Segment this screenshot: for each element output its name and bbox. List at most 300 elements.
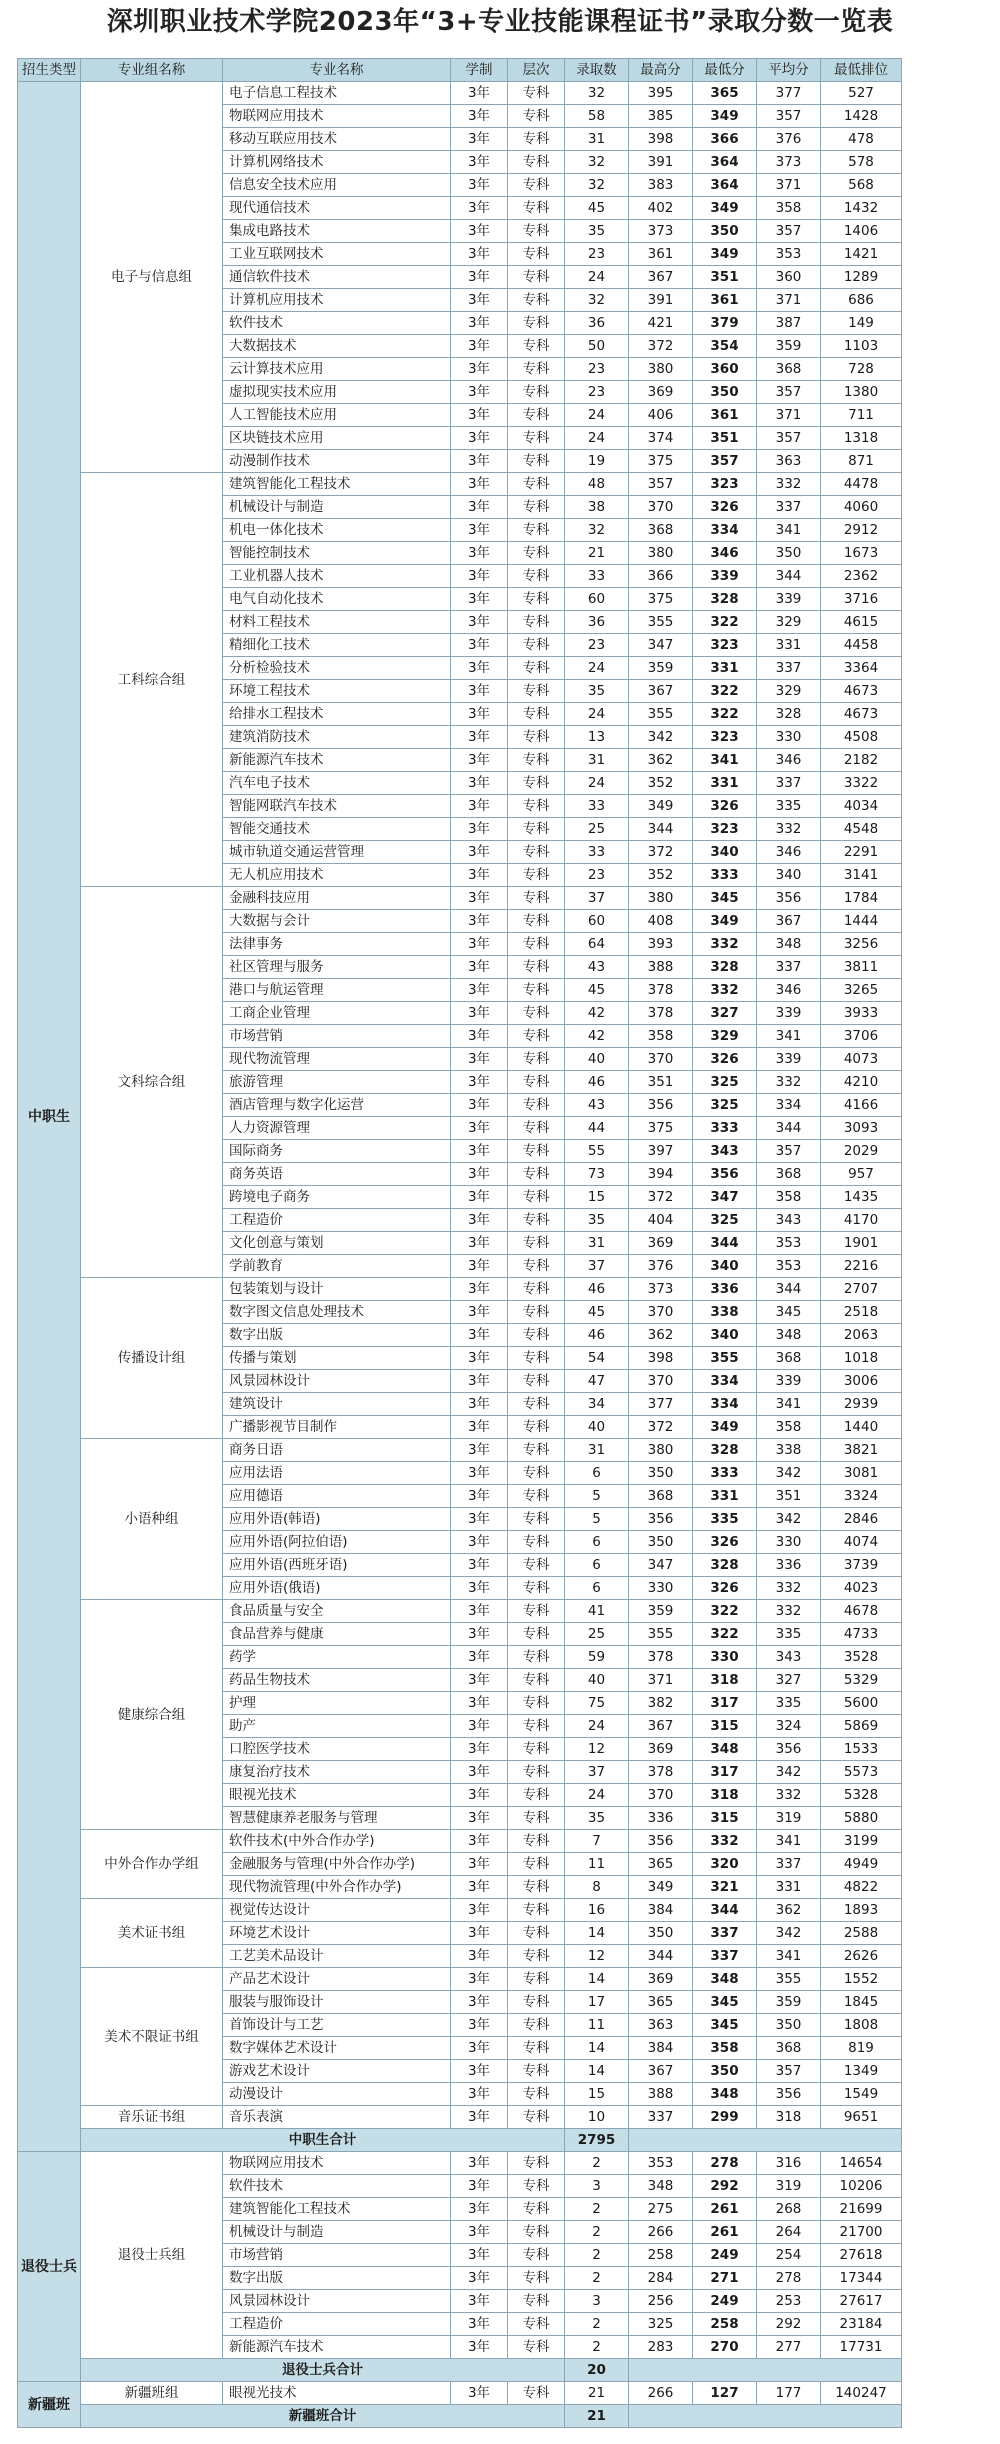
min-score-cell: 271 <box>693 2267 757 2290</box>
max-score-cell: 382 <box>629 1692 693 1715</box>
level-cell: 专科 <box>508 335 565 358</box>
duration-cell: 3年 <box>451 1577 508 1600</box>
admitted-cell: 24 <box>565 266 629 289</box>
admission-score-table <box>17 58 902 2428</box>
duration-cell: 3年 <box>451 381 508 404</box>
admitted-cell: 21 <box>565 542 629 565</box>
major-name-cell: 视觉传达设计 <box>223 1899 451 1922</box>
level-cell: 专科 <box>508 174 565 197</box>
level-cell: 专科 <box>508 588 565 611</box>
level-cell: 专科 <box>508 1025 565 1048</box>
level-cell: 专科 <box>508 1991 565 2014</box>
major-name-cell: 建筑智能化工程技术 <box>223 2198 451 2221</box>
min-rank-cell: 2182 <box>821 749 902 772</box>
duration-cell: 3年 <box>451 427 508 450</box>
min-score-cell: 323 <box>693 473 757 496</box>
avg-score-cell: 332 <box>757 1784 821 1807</box>
level-cell: 专科 <box>508 1370 565 1393</box>
duration-cell: 3年 <box>451 841 508 864</box>
max-score-cell: 384 <box>629 2037 693 2060</box>
min-rank-cell: 1784 <box>821 887 902 910</box>
min-score-cell: 326 <box>693 795 757 818</box>
major-name-cell: 风景园林设计 <box>223 1370 451 1393</box>
major-name-cell: 工程造价 <box>223 1209 451 1232</box>
avg-score-cell: 344 <box>757 1278 821 1301</box>
admitted-cell: 23 <box>565 243 629 266</box>
max-score-cell: 351 <box>629 1071 693 1094</box>
admitted-cell: 23 <box>565 358 629 381</box>
group-name-cell: 电子与信息组 <box>81 82 223 473</box>
group-name-cell: 文科综合组 <box>81 887 223 1278</box>
max-score-cell: 368 <box>629 1485 693 1508</box>
avg-score-cell: 348 <box>757 933 821 956</box>
header-group-name: 专业组名称 <box>81 59 223 82</box>
admitted-cell: 42 <box>565 1002 629 1025</box>
admitted-cell: 60 <box>565 588 629 611</box>
min-rank-cell: 1318 <box>821 427 902 450</box>
avg-score-cell: 268 <box>757 2198 821 2221</box>
avg-score-cell: 340 <box>757 864 821 887</box>
min-rank-cell: 9651 <box>821 2106 902 2129</box>
max-score-cell: 348 <box>629 2175 693 2198</box>
level-cell: 专科 <box>508 680 565 703</box>
duration-cell: 3年 <box>451 1094 508 1117</box>
major-name-cell: 电子信息工程技术 <box>223 82 451 105</box>
level-cell: 专科 <box>508 1600 565 1623</box>
max-score-cell: 380 <box>629 358 693 381</box>
major-name-cell: 智能网联汽车技术 <box>223 795 451 818</box>
admitted-cell: 5 <box>565 1485 629 1508</box>
admitted-cell: 73 <box>565 1163 629 1186</box>
major-name-cell: 护理 <box>223 1692 451 1715</box>
table-row <box>18 1830 902 1853</box>
min-rank-cell: 3256 <box>821 933 902 956</box>
major-name-cell: 酒店管理与数字化运营 <box>223 1094 451 1117</box>
avg-score-cell: 345 <box>757 1301 821 1324</box>
level-cell: 专科 <box>508 220 565 243</box>
min-rank-cell: 3093 <box>821 1117 902 1140</box>
min-score-cell: 326 <box>693 1577 757 1600</box>
min-score-cell: 350 <box>693 220 757 243</box>
level-cell: 专科 <box>508 450 565 473</box>
max-score-cell: 363 <box>629 2014 693 2037</box>
avg-score-cell: 376 <box>757 128 821 151</box>
max-score-cell: 357 <box>629 473 693 496</box>
min-score-cell: 350 <box>693 2060 757 2083</box>
duration-cell: 3年 <box>451 910 508 933</box>
min-score-cell: 349 <box>693 910 757 933</box>
duration-cell: 3年 <box>451 1393 508 1416</box>
max-score-cell: 275 <box>629 2198 693 2221</box>
max-score-cell: 376 <box>629 1255 693 1278</box>
major-name-cell: 智能交通技术 <box>223 818 451 841</box>
min-rank-cell: 10206 <box>821 2175 902 2198</box>
level-cell: 专科 <box>508 979 565 1002</box>
major-name-cell: 商务日语 <box>223 1439 451 1462</box>
min-score-cell: 349 <box>693 197 757 220</box>
group-name-cell: 美术不限证书组 <box>81 1968 223 2106</box>
level-cell: 专科 <box>508 1186 565 1209</box>
admitted-cell: 11 <box>565 2014 629 2037</box>
avg-score-cell: 278 <box>757 2267 821 2290</box>
min-score-cell: 321 <box>693 1876 757 1899</box>
min-rank-cell: 1893 <box>821 1899 902 1922</box>
admitted-cell: 13 <box>565 726 629 749</box>
avg-score-cell: 332 <box>757 473 821 496</box>
admitted-cell: 33 <box>565 841 629 864</box>
admitted-cell: 12 <box>565 1738 629 1761</box>
admitted-cell: 42 <box>565 1025 629 1048</box>
admitted-cell: 24 <box>565 703 629 726</box>
duration-cell: 3年 <box>451 335 508 358</box>
subtotal-row <box>18 2129 902 2152</box>
major-name-cell: 新能源汽车技术 <box>223 749 451 772</box>
max-score-cell: 352 <box>629 772 693 795</box>
min-score-cell: 315 <box>693 1807 757 1830</box>
admitted-cell: 25 <box>565 1623 629 1646</box>
level-cell: 专科 <box>508 2037 565 2060</box>
min-rank-cell: 3265 <box>821 979 902 1002</box>
min-rank-cell: 1432 <box>821 197 902 220</box>
max-score-cell: 378 <box>629 1761 693 1784</box>
avg-score-cell: 329 <box>757 680 821 703</box>
duration-cell: 3年 <box>451 2221 508 2244</box>
admitted-cell: 2 <box>565 2221 629 2244</box>
level-cell: 专科 <box>508 243 565 266</box>
min-score-cell: 340 <box>693 1324 757 1347</box>
admitted-cell: 19 <box>565 450 629 473</box>
duration-cell: 3年 <box>451 1738 508 1761</box>
min-rank-cell: 3324 <box>821 1485 902 1508</box>
min-rank-cell: 5600 <box>821 1692 902 1715</box>
duration-cell: 3年 <box>451 1048 508 1071</box>
avg-score-cell: 341 <box>757 1830 821 1853</box>
admitted-cell: 60 <box>565 910 629 933</box>
avg-score-cell: 335 <box>757 1692 821 1715</box>
admitted-cell: 6 <box>565 1577 629 1600</box>
admitted-cell: 3 <box>565 2175 629 2198</box>
level-cell: 专科 <box>508 1715 565 1738</box>
min-rank-cell: 149 <box>821 312 902 335</box>
duration-cell: 3年 <box>451 1531 508 1554</box>
admitted-cell: 37 <box>565 887 629 910</box>
duration-cell: 3年 <box>451 1117 508 1140</box>
min-score-cell: 336 <box>693 1278 757 1301</box>
max-score-cell: 356 <box>629 1830 693 1853</box>
major-name-cell: 应用外语(阿拉伯语) <box>223 1531 451 1554</box>
min-score-cell: 325 <box>693 1094 757 1117</box>
min-rank-cell: 4073 <box>821 1048 902 1071</box>
min-rank-cell: 4673 <box>821 680 902 703</box>
level-cell: 专科 <box>508 2014 565 2037</box>
duration-cell: 3年 <box>451 151 508 174</box>
level-cell: 专科 <box>508 1163 565 1186</box>
admitted-cell: 6 <box>565 1462 629 1485</box>
min-rank-cell: 4822 <box>821 1876 902 1899</box>
major-name-cell: 数字出版 <box>223 1324 451 1347</box>
avg-score-cell: 328 <box>757 703 821 726</box>
min-score-cell: 261 <box>693 2198 757 2221</box>
min-rank-cell: 3322 <box>821 772 902 795</box>
major-name-cell: 环境艺术设计 <box>223 1922 451 1945</box>
duration-cell: 3年 <box>451 1692 508 1715</box>
admitted-cell: 12 <box>565 1945 629 1968</box>
avg-score-cell: 342 <box>757 1761 821 1784</box>
admitted-cell: 44 <box>565 1117 629 1140</box>
level-cell: 专科 <box>508 565 565 588</box>
major-name-cell: 数字出版 <box>223 2267 451 2290</box>
min-score-cell: 328 <box>693 588 757 611</box>
avg-score-cell: 356 <box>757 1738 821 1761</box>
max-score-cell: 365 <box>629 1853 693 1876</box>
avg-score-cell: 353 <box>757 243 821 266</box>
max-score-cell: 402 <box>629 197 693 220</box>
max-score-cell: 373 <box>629 220 693 243</box>
subtotal-label: 新疆班合计 <box>81 2405 565 2428</box>
max-score-cell: 404 <box>629 1209 693 1232</box>
level-cell: 专科 <box>508 1623 565 1646</box>
min-rank-cell: 4210 <box>821 1071 902 1094</box>
max-score-cell: 370 <box>629 1784 693 1807</box>
duration-cell: 3年 <box>451 588 508 611</box>
avg-score-cell: 337 <box>757 956 821 979</box>
enroll-type-cell: 中职生 <box>18 82 81 2152</box>
enroll-type-cell: 新疆班 <box>18 2382 81 2428</box>
max-score-cell: 398 <box>629 128 693 151</box>
admitted-cell: 35 <box>565 680 629 703</box>
max-score-cell: 380 <box>629 542 693 565</box>
major-name-cell: 社区管理与服务 <box>223 956 451 979</box>
admitted-cell: 32 <box>565 82 629 105</box>
avg-score-cell: 319 <box>757 1807 821 1830</box>
avg-score-cell: 357 <box>757 427 821 450</box>
min-score-cell: 341 <box>693 749 757 772</box>
major-name-cell: 应用外语(西班牙语) <box>223 1554 451 1577</box>
avg-score-cell: 373 <box>757 151 821 174</box>
min-rank-cell: 1440 <box>821 1416 902 1439</box>
min-score-cell: 348 <box>693 1968 757 1991</box>
max-score-cell: 356 <box>629 1508 693 1531</box>
min-score-cell: 331 <box>693 657 757 680</box>
duration-cell: 3年 <box>451 864 508 887</box>
min-score-cell: 327 <box>693 1002 757 1025</box>
max-score-cell: 359 <box>629 1600 693 1623</box>
header-avg-score: 平均分 <box>757 59 821 82</box>
duration-cell: 3年 <box>451 1623 508 1646</box>
min-score-cell: 315 <box>693 1715 757 1738</box>
min-rank-cell: 1673 <box>821 542 902 565</box>
min-rank-cell: 5869 <box>821 1715 902 1738</box>
duration-cell: 3年 <box>451 703 508 726</box>
min-score-cell: 340 <box>693 1255 757 1278</box>
duration-cell: 3年 <box>451 1439 508 1462</box>
level-cell: 专科 <box>508 197 565 220</box>
min-rank-cell: 4074 <box>821 1531 902 1554</box>
major-name-cell: 建筑智能化工程技术 <box>223 473 451 496</box>
max-score-cell: 369 <box>629 381 693 404</box>
group-name-cell: 健康综合组 <box>81 1600 223 1830</box>
min-score-cell: 328 <box>693 1439 757 1462</box>
min-score-cell: 354 <box>693 335 757 358</box>
level-cell: 专科 <box>508 105 565 128</box>
min-rank-cell: 1552 <box>821 1968 902 1991</box>
min-score-cell: 322 <box>693 611 757 634</box>
max-score-cell: 349 <box>629 795 693 818</box>
subtotal-label: 退役士兵合计 <box>81 2359 565 2382</box>
admitted-cell: 2 <box>565 2336 629 2359</box>
avg-score-cell: 368 <box>757 1163 821 1186</box>
table-row <box>18 2152 902 2175</box>
major-name-cell: 应用德语 <box>223 1485 451 1508</box>
avg-score-cell: 337 <box>757 496 821 519</box>
min-score-cell: 258 <box>693 2313 757 2336</box>
min-rank-cell: 140247 <box>821 2382 902 2405</box>
max-score-cell: 367 <box>629 2060 693 2083</box>
table-row <box>18 1278 902 1301</box>
level-cell: 专科 <box>508 496 565 519</box>
admitted-cell: 40 <box>565 1669 629 1692</box>
admitted-cell: 40 <box>565 1048 629 1071</box>
avg-score-cell: 356 <box>757 2083 821 2106</box>
min-score-cell: 292 <box>693 2175 757 2198</box>
avg-score-cell: 342 <box>757 1462 821 1485</box>
level-cell: 专科 <box>508 2198 565 2221</box>
avg-score-cell: 377 <box>757 82 821 105</box>
min-score-cell: 348 <box>693 2083 757 2106</box>
admitted-cell: 23 <box>565 864 629 887</box>
admitted-cell: 38 <box>565 496 629 519</box>
min-rank-cell: 1349 <box>821 2060 902 2083</box>
min-rank-cell: 3364 <box>821 657 902 680</box>
min-rank-cell: 1549 <box>821 2083 902 2106</box>
level-cell: 专科 <box>508 1784 565 1807</box>
min-rank-cell: 3706 <box>821 1025 902 1048</box>
max-score-cell: 361 <box>629 243 693 266</box>
min-rank-cell: 3933 <box>821 1002 902 1025</box>
level-cell: 专科 <box>508 795 565 818</box>
duration-cell: 3年 <box>451 2382 508 2405</box>
major-name-cell: 眼视光技术 <box>223 2382 451 2405</box>
level-cell: 专科 <box>508 2106 565 2129</box>
level-cell: 专科 <box>508 1669 565 1692</box>
min-rank-cell: 4508 <box>821 726 902 749</box>
admitted-cell: 2 <box>565 2313 629 2336</box>
max-score-cell: 344 <box>629 1945 693 1968</box>
min-score-cell: 317 <box>693 1692 757 1715</box>
duration-cell: 3年 <box>451 105 508 128</box>
duration-cell: 3年 <box>451 266 508 289</box>
level-cell: 专科 <box>508 2313 565 2336</box>
major-name-cell: 数字媒体艺术设计 <box>223 2037 451 2060</box>
min-rank-cell: 21700 <box>821 2221 902 2244</box>
duration-cell: 3年 <box>451 2336 508 2359</box>
level-cell: 专科 <box>508 841 565 864</box>
level-cell: 专科 <box>508 933 565 956</box>
admitted-cell: 43 <box>565 1094 629 1117</box>
admitted-cell: 10 <box>565 2106 629 2129</box>
min-score-cell: 249 <box>693 2290 757 2313</box>
avg-score-cell: 357 <box>757 220 821 243</box>
min-score-cell: 340 <box>693 841 757 864</box>
max-score-cell: 370 <box>629 1048 693 1071</box>
major-name-cell: 软件技术 <box>223 312 451 335</box>
min-score-cell: 361 <box>693 404 757 427</box>
avg-score-cell: 337 <box>757 1853 821 1876</box>
admitted-cell: 11 <box>565 1853 629 1876</box>
major-name-cell: 国际商务 <box>223 1140 451 1163</box>
min-score-cell: 318 <box>693 1784 757 1807</box>
avg-score-cell: 329 <box>757 611 821 634</box>
major-name-cell: 应用外语(韩语) <box>223 1508 451 1531</box>
duration-cell: 3年 <box>451 1669 508 1692</box>
max-score-cell: 374 <box>629 427 693 450</box>
max-score-cell: 347 <box>629 634 693 657</box>
avg-score-cell: 339 <box>757 1048 821 1071</box>
max-score-cell: 284 <box>629 2267 693 2290</box>
admitted-cell: 33 <box>565 565 629 588</box>
min-rank-cell: 2626 <box>821 1945 902 1968</box>
min-score-cell: 322 <box>693 680 757 703</box>
min-rank-cell: 2362 <box>821 565 902 588</box>
avg-score-cell: 371 <box>757 289 821 312</box>
min-rank-cell: 871 <box>821 450 902 473</box>
min-rank-cell: 3821 <box>821 1439 902 1462</box>
duration-cell: 3年 <box>451 1232 508 1255</box>
admitted-cell: 2 <box>565 2152 629 2175</box>
avg-score-cell: 277 <box>757 2336 821 2359</box>
duration-cell: 3年 <box>451 542 508 565</box>
min-rank-cell: 478 <box>821 128 902 151</box>
min-rank-cell: 4478 <box>821 473 902 496</box>
level-cell: 专科 <box>508 1439 565 1462</box>
min-rank-cell: 21699 <box>821 2198 902 2221</box>
duration-cell: 3年 <box>451 1600 508 1623</box>
avg-score-cell: 368 <box>757 1347 821 1370</box>
major-name-cell: 动漫设计 <box>223 2083 451 2106</box>
avg-score-cell: 387 <box>757 312 821 335</box>
group-name-cell: 小语种组 <box>81 1439 223 1600</box>
min-score-cell: 355 <box>693 1347 757 1370</box>
avg-score-cell: 332 <box>757 1577 821 1600</box>
min-score-cell: 322 <box>693 1600 757 1623</box>
admitted-cell: 24 <box>565 657 629 680</box>
duration-cell: 3年 <box>451 82 508 105</box>
max-score-cell: 369 <box>629 1738 693 1761</box>
duration-cell: 3年 <box>451 2290 508 2313</box>
major-name-cell: 虚拟现实技术应用 <box>223 381 451 404</box>
avg-score-cell: 348 <box>757 1324 821 1347</box>
level-cell: 专科 <box>508 427 565 450</box>
admitted-cell: 14 <box>565 2060 629 2083</box>
min-score-cell: 261 <box>693 2221 757 2244</box>
max-score-cell: 258 <box>629 2244 693 2267</box>
min-score-cell: 318 <box>693 1669 757 1692</box>
max-score-cell: 256 <box>629 2290 693 2313</box>
min-rank-cell: 2588 <box>821 1922 902 1945</box>
level-cell: 专科 <box>508 1738 565 1761</box>
admitted-cell: 3 <box>565 2290 629 2313</box>
min-score-cell: 366 <box>693 128 757 151</box>
min-rank-cell: 1380 <box>821 381 902 404</box>
admitted-cell: 59 <box>565 1646 629 1669</box>
duration-cell: 3年 <box>451 565 508 588</box>
duration-cell: 3年 <box>451 1140 508 1163</box>
min-rank-cell: 5573 <box>821 1761 902 1784</box>
max-score-cell: 349 <box>629 1876 693 1899</box>
avg-score-cell: 330 <box>757 1531 821 1554</box>
major-name-cell: 精细化工技术 <box>223 634 451 657</box>
min-score-cell: 325 <box>693 1209 757 1232</box>
